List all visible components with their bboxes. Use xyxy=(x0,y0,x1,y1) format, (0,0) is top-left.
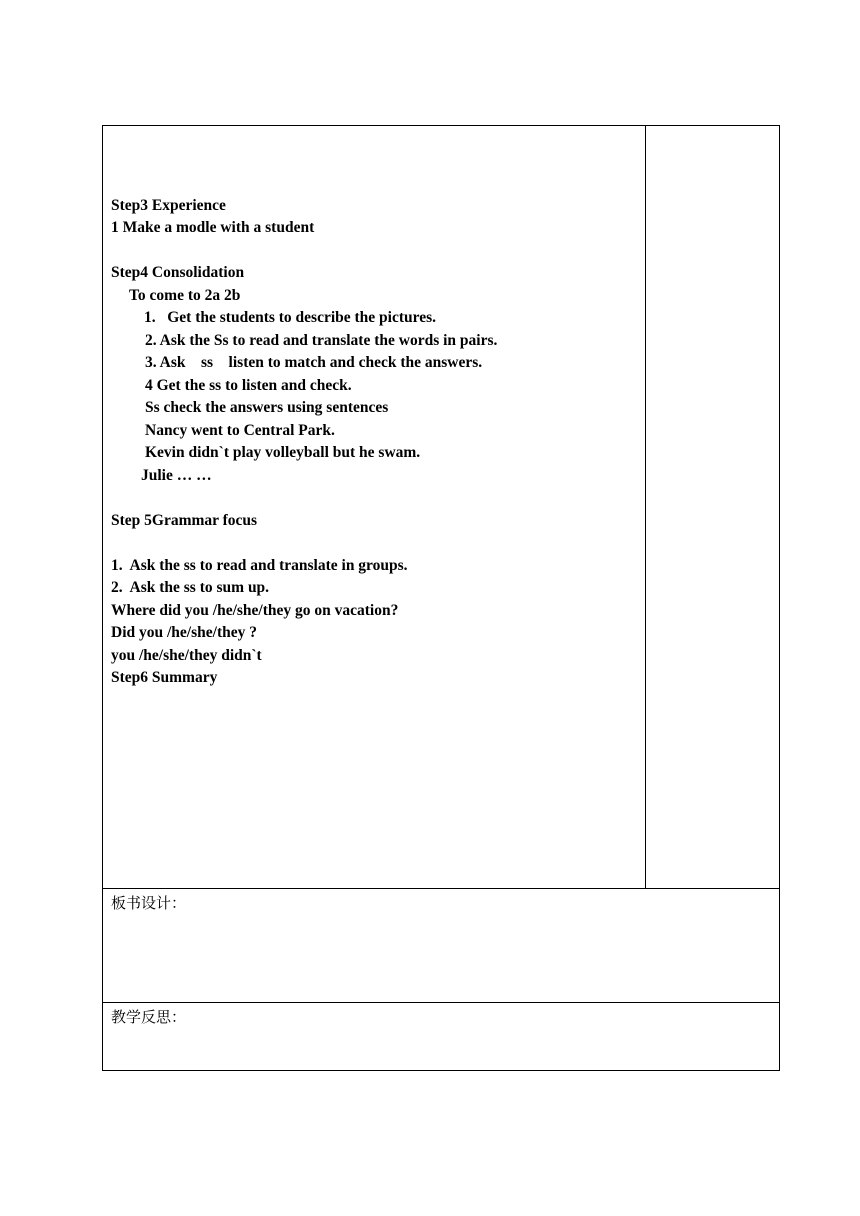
grammar-negative: you /he/she/they didn`t xyxy=(111,647,262,664)
lesson-plan-table xyxy=(102,125,780,1071)
teaching-process-cell xyxy=(103,126,646,889)
step4-subheading: To come to 2a 2b xyxy=(129,287,241,304)
step4-heading: Step4 Consolidation xyxy=(111,264,245,281)
step5-item-1: 1. Ask the ss to read and translate in groups. xyxy=(111,557,408,574)
teaching-reflection-label: 教学反思： xyxy=(111,1008,187,1026)
example-sentence-kevin: Kevin didn`t play volleyball but he swam. xyxy=(145,444,421,461)
teaching-reflection-cell xyxy=(103,1003,779,1070)
example-sentence-julie: Julie … … xyxy=(141,467,212,484)
step4-item-4: 4 Get the ss to listen and check. xyxy=(145,377,352,394)
grammar-question-where: Where did you /he/she/they go on vacation? xyxy=(111,602,399,619)
step6-heading: Step6 Summary xyxy=(111,669,218,686)
step5-item-2: 2. Ask the ss to sum up. xyxy=(111,579,270,596)
step4-item-1: 1. Get the students to describe the pictures. xyxy=(144,309,437,326)
board-design-label: 板书设计： xyxy=(111,894,187,912)
example-sentence-nancy: Nancy went to Central Park. xyxy=(145,422,335,439)
step3-item-1: 1 Make a modle with a student xyxy=(111,219,315,236)
step4-item-3: 3. Ask ss listen to match and check the answers. xyxy=(145,354,483,371)
grammar-question-did: Did you /he/she/they ? xyxy=(111,624,257,641)
step4-check-sentences: Ss check the answers using sentences xyxy=(145,399,389,416)
step4-item-2: 2. Ask the Ss to read and translate the words in pairs. xyxy=(145,332,498,349)
notes-column-cell xyxy=(646,126,779,889)
step3-heading: Step3 Experience xyxy=(111,197,226,214)
board-design-cell xyxy=(103,889,779,1003)
step5-heading: Step 5Grammar focus xyxy=(111,512,258,529)
